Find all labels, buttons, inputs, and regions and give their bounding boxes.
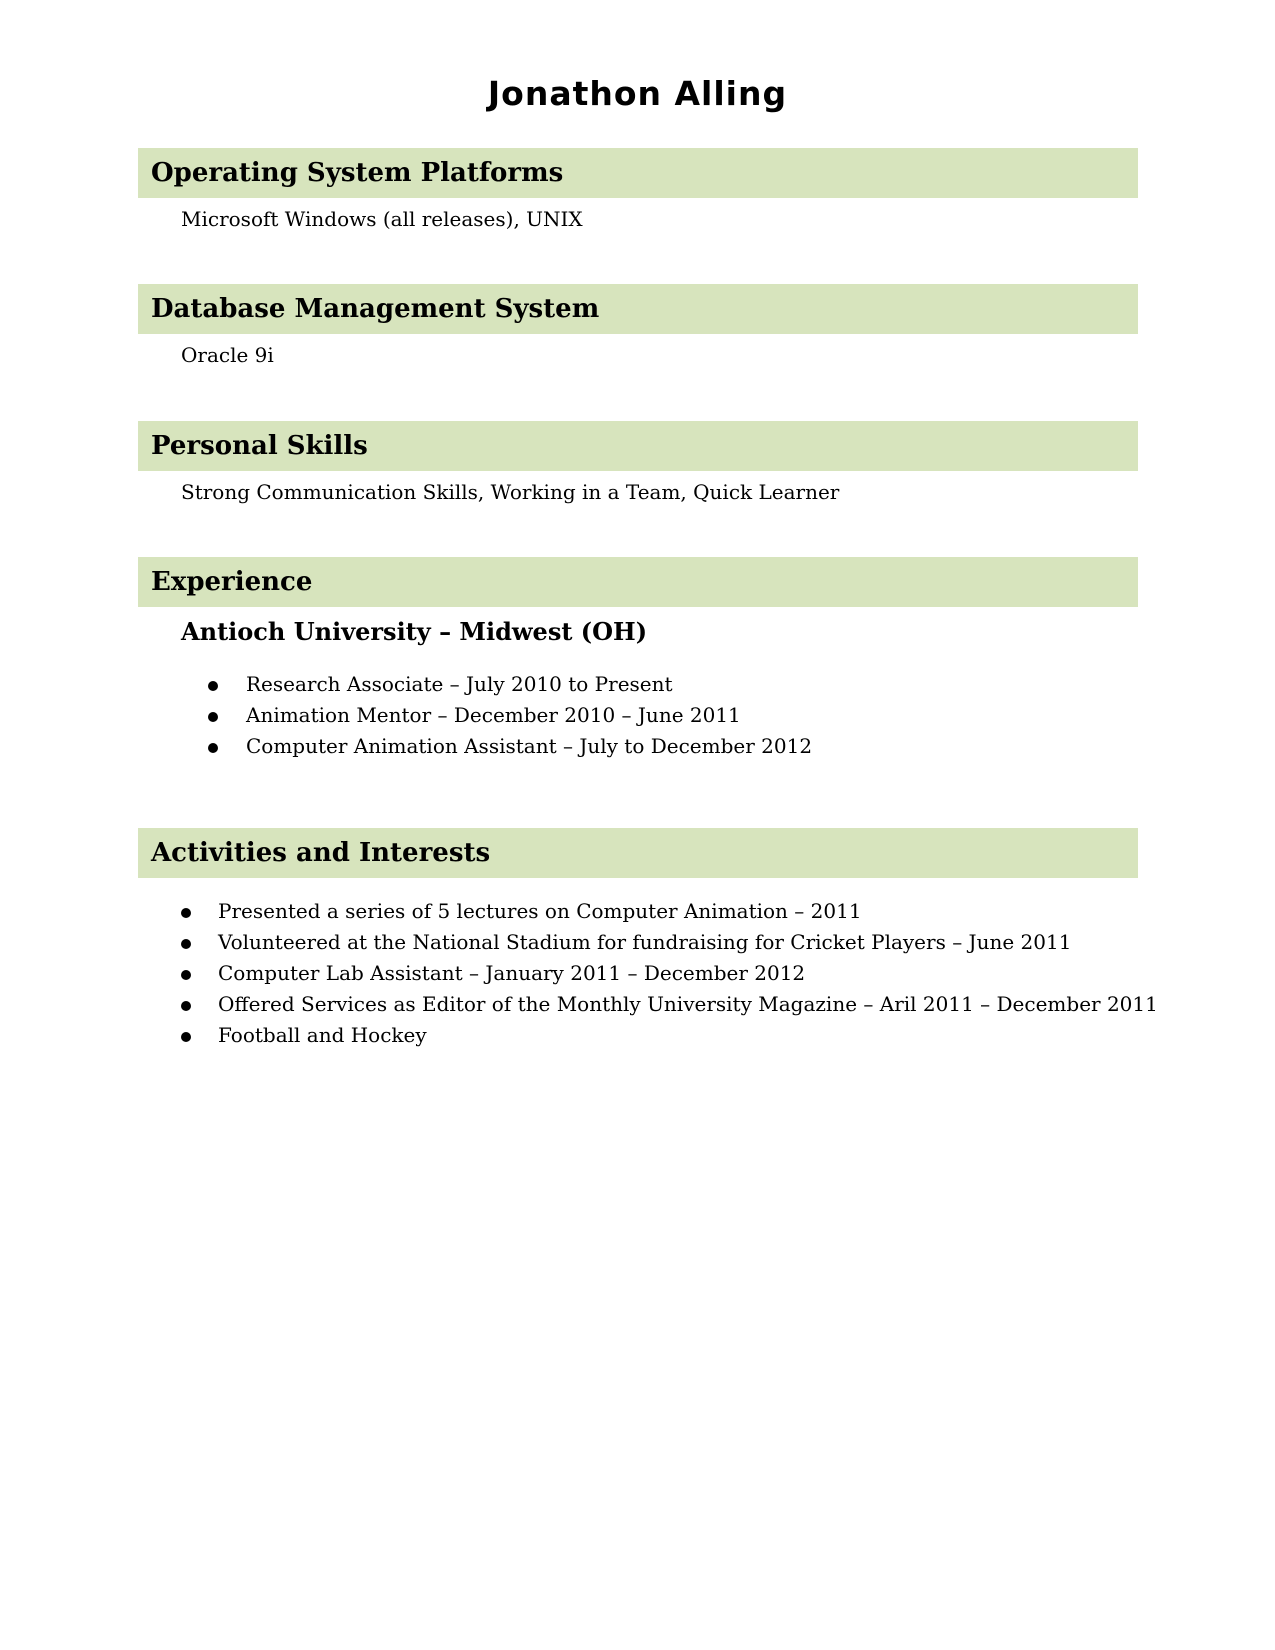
section-title-os: Operating System Platforms: [151, 158, 564, 188]
experience-item: [208, 700, 812, 731]
experience-item: [208, 731, 812, 762]
section-header-experience: [138, 557, 1138, 607]
activity-item: [181, 989, 1158, 1020]
bullet-icon: [181, 970, 191, 980]
activities-list: [181, 896, 1158, 1051]
experience-employer: Antioch University – Midwest (OH): [181, 617, 648, 646]
resume-name: Jonathon Alling: [487, 74, 788, 113]
section-header-activities: [138, 828, 1138, 878]
section-title-activities: Activities and Interests: [151, 838, 491, 868]
bullet-icon: [208, 743, 218, 753]
db-text: Oracle 9i: [181, 343, 274, 367]
experience-item-text: Research Associate – July 2010 to Present: [246, 672, 673, 696]
experience-item: [208, 669, 812, 700]
activity-item-text: Presented a series of 5 lectures on Computer Animation – 2011: [218, 899, 862, 923]
bullet-icon: [181, 908, 191, 918]
bullet-icon: [181, 1001, 191, 1011]
activity-item: [181, 1020, 1158, 1051]
experience-item-text: Animation Mentor – December 2010 – June 2011: [246, 703, 741, 727]
section-header-db: [138, 284, 1138, 334]
activity-item: [181, 896, 1158, 927]
experience-item-text: Computer Animation Assistant – July to December 2012: [246, 734, 813, 758]
bullet-icon: [208, 681, 218, 691]
section-title-db: Database Management System: [151, 294, 600, 324]
activity-item: [181, 958, 1158, 989]
skills-text: Strong Communication Skills, Working in a Team, Quick Learner: [181, 480, 840, 504]
activity-item-text: Offered Services as Editor of the Monthly University Magazine – Aril 2011 – December 2011: [218, 992, 1158, 1016]
experience-list: [208, 669, 812, 762]
activity-item-text: Football and Hockey: [218, 1023, 427, 1047]
section-header-os: [138, 148, 1138, 198]
section-header-skills: [138, 421, 1138, 471]
activity-item: [181, 927, 1158, 958]
os-text: Microsoft Windows (all releases), UNIX: [181, 207, 583, 231]
bullet-icon: [208, 712, 218, 722]
section-title-experience: Experience: [151, 567, 313, 597]
section-title-skills: Personal Skills: [151, 431, 368, 461]
activity-item-text: Volunteered at the National Stadium for fundraising for Cricket Players – June 2011: [218, 930, 1072, 954]
bullet-icon: [181, 939, 191, 949]
bullet-icon: [181, 1032, 191, 1042]
activity-item-text: Computer Lab Assistant – January 2011 – December 2012: [218, 961, 806, 985]
